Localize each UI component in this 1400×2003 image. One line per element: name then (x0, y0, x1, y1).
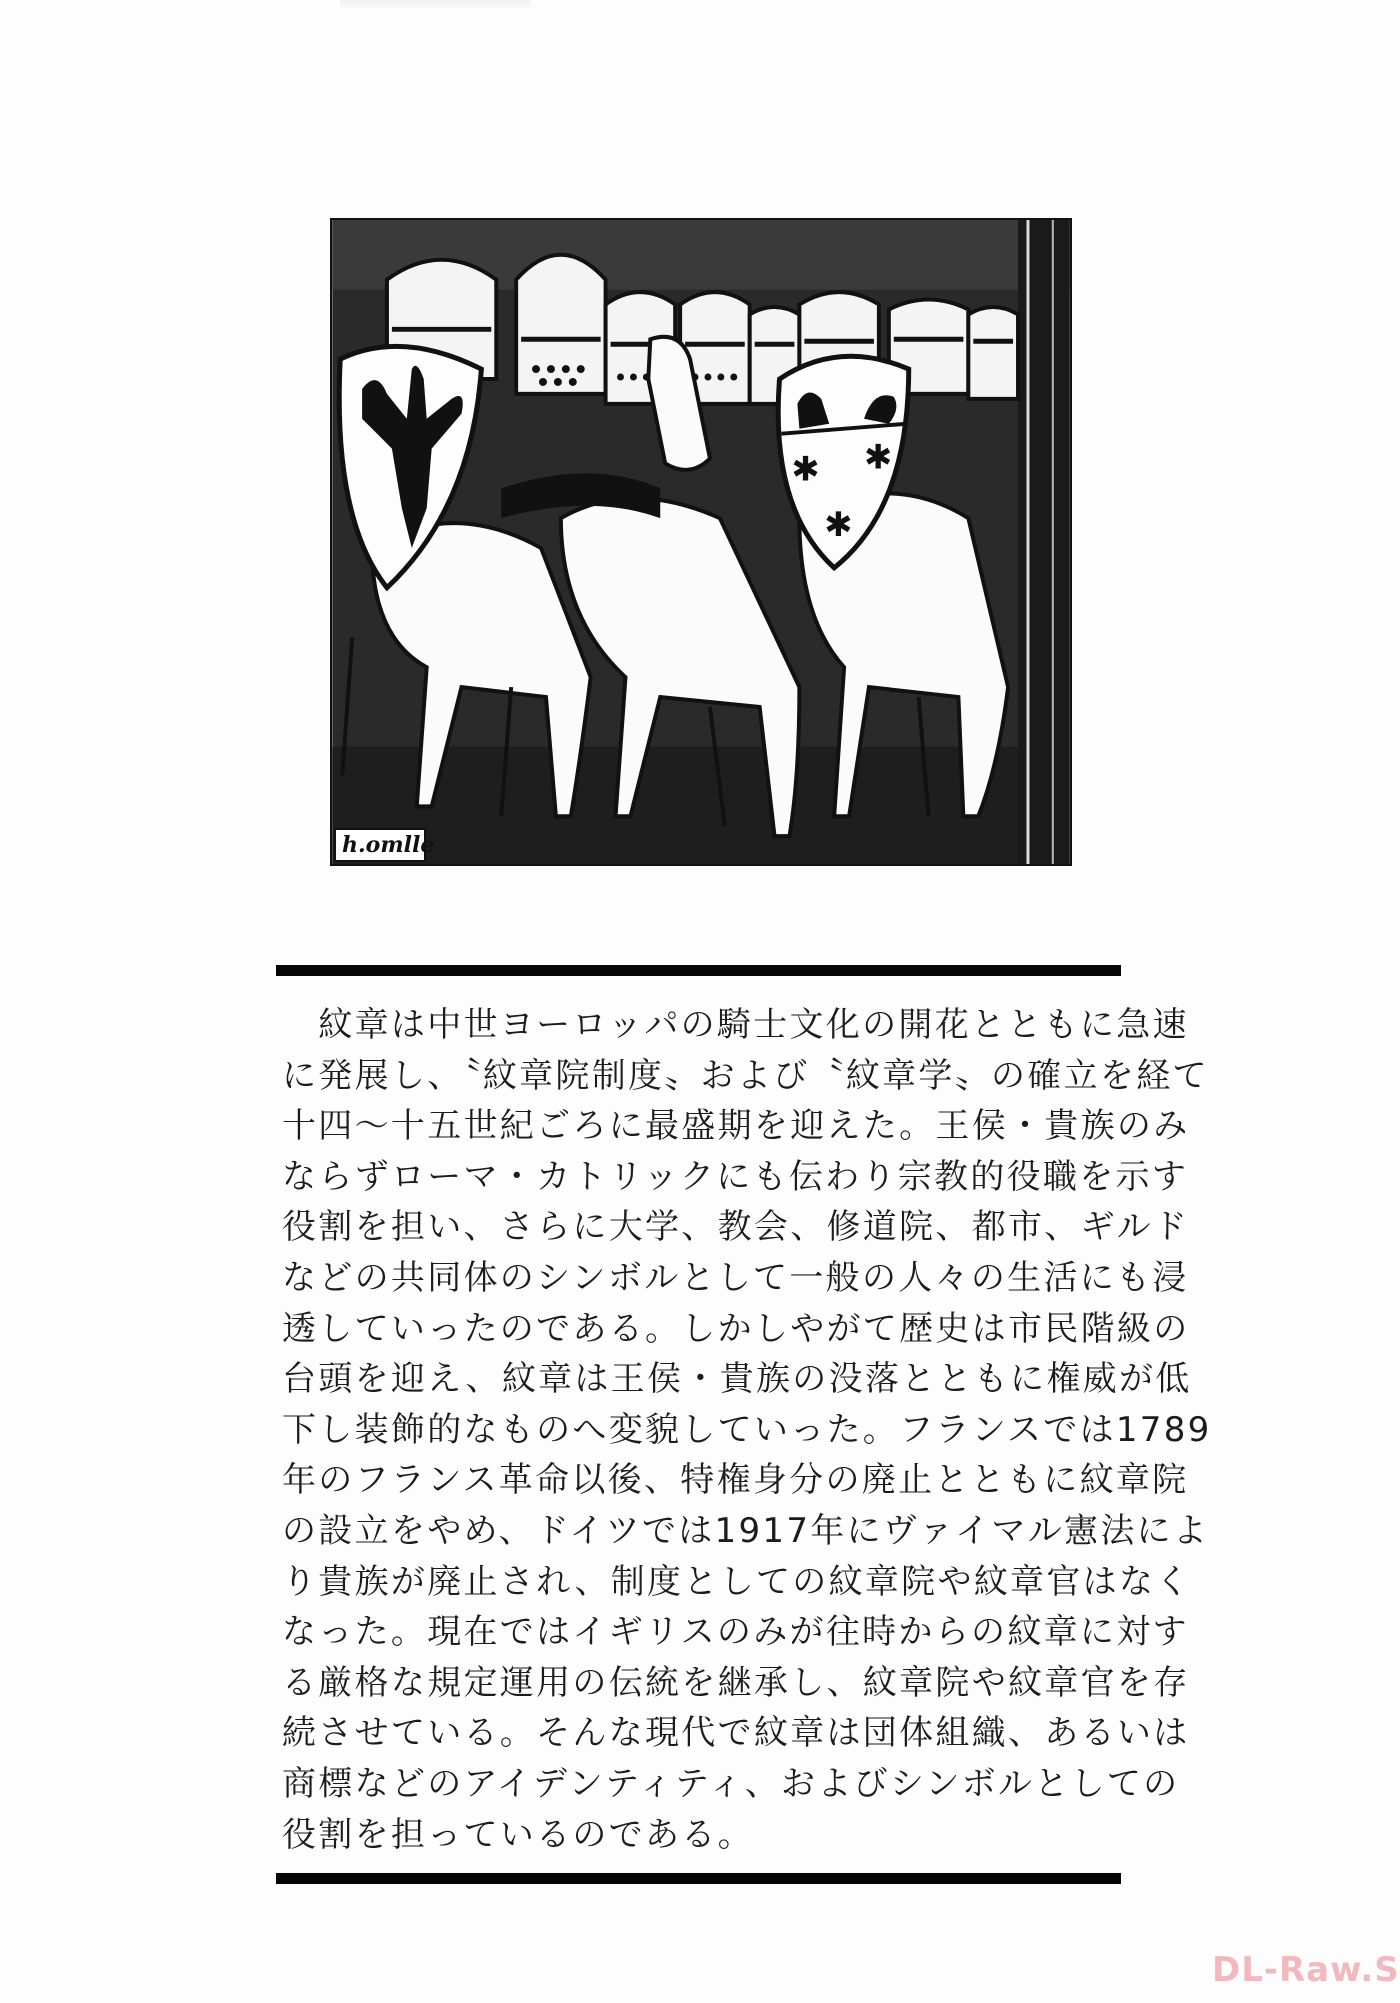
article-line: り貴族が廃止され、制度としての紋章院や紋章官はなく (282, 1561, 1192, 1602)
article-line: に発展し、〝紋章院制度〟および〝紋章学〟の確立を経て (282, 1055, 1209, 1096)
knights-illustration-art (332, 220, 1070, 864)
svg-text:✱: ✱ (824, 505, 853, 545)
article-line: なった。現在ではイギリスのみが往時からの紋章に対す (282, 1612, 1189, 1653)
article-line: 年のフランス革命以後、特権身分の廃止とともに紋章院 (282, 1460, 1189, 1501)
article-line: 透していったのである。しかしやがて歴史は市民階級の (282, 1308, 1190, 1349)
article-line: 続させている。そんな現代で紋章は団体組織、あるいは (282, 1713, 1190, 1754)
article-body (282, 1000, 1212, 1860)
top-divider-rule (276, 965, 1121, 976)
svg-text:✱: ✱ (863, 437, 893, 477)
knights-illustration (330, 218, 1072, 866)
article-line: の設立をやめ、ドイツでは1917年にヴァイマル憲法によ (282, 1510, 1210, 1551)
article-line: 紋章は中世ヨーロッパの騎士文化の開花とともに急速 (282, 1005, 1189, 1045)
artist-signature: h.omlle (334, 828, 426, 862)
article-line: などの共同体のシンボルとして一般の人々の生活にも浸 (282, 1257, 1189, 1298)
svg-text:✱: ✱ (791, 449, 820, 489)
watermark-text: DL-Raw.S (1212, 1950, 1400, 1990)
faded-page-edge-text (340, 0, 530, 8)
article-line: 十四〜十五世紀ごろに最盛期を迎えた。王侯・貴族のみ (282, 1106, 1190, 1147)
article-line: ならずローマ・カトリックにも伝わり宗教的役職を示す (282, 1156, 1189, 1197)
article-line: る厳格な規定運用の伝統を継承し、紋章院や紋章官を存 (282, 1662, 1190, 1703)
article-line: 役割を担っているのである。 (282, 1814, 754, 1855)
article-line: 下し装飾的なものへ変貌していった。フランスでは1789 (282, 1409, 1212, 1450)
article-line: 商標などのアイデンティティ、およびシンボルとしての (282, 1763, 1180, 1804)
article-line: 役割を担い、さらに大学、教会、修道院、都市、ギルド (282, 1207, 1190, 1248)
bottom-divider-rule (276, 1873, 1121, 1884)
article-line: 台頭を迎え、紋章は王侯・貴族の没落とともに権威が低 (282, 1359, 1192, 1400)
